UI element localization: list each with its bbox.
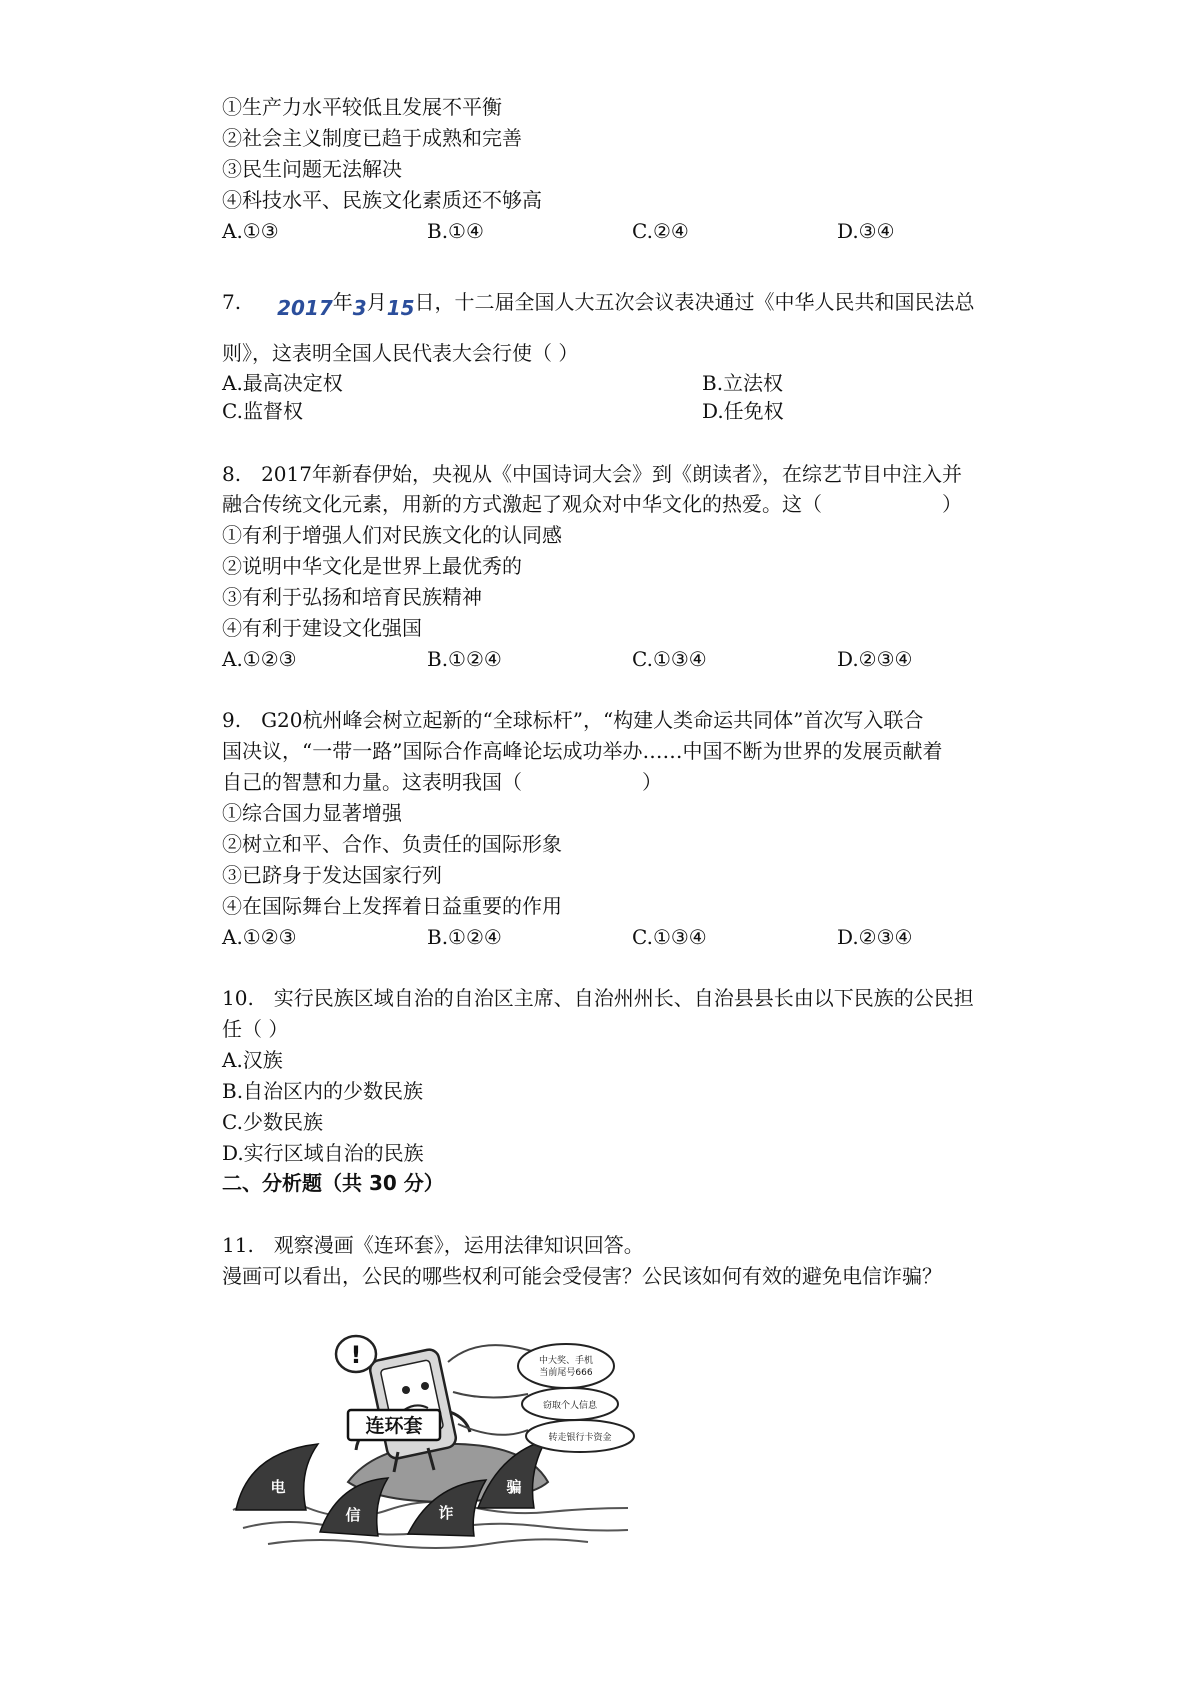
- q9-line-2: 国决议，“一带一路”国际合作高峰论坛成功举办……中国不断为世界的发展贡献着: [222, 739, 943, 763]
- q9-line-1: 9. G20杭州峰会树立起新的“全球标杆”，“构建人类命运共同体”首次写入联合: [222, 708, 924, 732]
- q9-item-1: ①综合国力显著增强: [222, 801, 402, 825]
- q7-line-2: 则》，这表明全国人民代表大会行使（ ）: [222, 341, 579, 365]
- q7-option-a: A.最高决定权: [222, 371, 343, 395]
- q7-option-c: C.监督权: [222, 399, 303, 423]
- q11-line-2: 漫画可以看出，公民的哪些权利可能会受侵害？公民该如何有效的避免电信诈骗？: [222, 1264, 942, 1288]
- q9-item-3: ③已跻身于发达国家行列: [222, 863, 442, 887]
- q7-date-year-unit: 年: [332, 290, 353, 314]
- q10-option-c: C.少数民族: [222, 1110, 323, 1134]
- q7-date-month: 3: [352, 296, 367, 320]
- q8-option-b: B.①②④: [427, 647, 502, 671]
- q6-option-c: C.②④: [632, 219, 689, 243]
- q8-item-4: ④有利于建设文化强国: [222, 616, 422, 640]
- q7-date-year: 2017: [277, 296, 333, 320]
- bubble-1-line-2: 当前尾号666: [539, 1368, 593, 1378]
- q9-line-3: 自己的智慧和力量。这表明我国（ ）: [222, 770, 662, 794]
- q10-line-2: 任（ ）: [222, 1017, 289, 1041]
- q8-option-d: D.②③④: [837, 647, 913, 671]
- bubble-2: 窃取个人信息: [542, 1401, 598, 1411]
- fin-char-2: 信: [345, 1506, 361, 1524]
- title-banner: [348, 1410, 440, 1440]
- fin-char-4: 骗: [506, 1478, 522, 1496]
- cartoon-lianhuantao: [228, 1332, 668, 1552]
- q9-option-b: B.①②④: [427, 925, 502, 949]
- q6-option-d: D.③④: [837, 219, 895, 243]
- q6-option-b: B.①④: [427, 219, 484, 243]
- cartoon-title: 连环套: [365, 1415, 423, 1437]
- q11-line-1: 11. 观察漫画《连环套》，运用法律知识回答。: [222, 1233, 644, 1257]
- q8-line-1: 8. 2017年新春伊始，央视从《中国诗词大会》到《朗读者》，在综艺节目中注入并: [222, 462, 962, 486]
- q9-item-2: ②树立和平、合作、负责任的国际形象: [222, 832, 562, 856]
- q7-line-1-rest: 日，十二届全国人大五次会议表决通过《中华人民共和国民法总: [414, 290, 975, 314]
- q9-option-d: D.②③④: [837, 925, 913, 949]
- q6-item-2: ②社会主义制度已趋于成熟和完善: [222, 126, 522, 150]
- exclamation-bubble: [336, 1336, 376, 1372]
- q7-option-b: B.立法权: [702, 371, 784, 395]
- q9-option-a: A.①②③: [222, 925, 297, 949]
- q7-line-1: [222, 290, 975, 320]
- q7-number: 7.: [222, 290, 242, 314]
- q7-option-d: D.任免权: [702, 399, 784, 423]
- q8-option-c: C.①③④: [632, 647, 707, 671]
- q9-item-4: ④在国际舞台上发挥着日益重要的作用: [222, 894, 562, 918]
- q10-option-a: A.汉族: [222, 1048, 283, 1072]
- q8-item-3: ③有利于弘扬和培育民族精神: [222, 585, 482, 609]
- section-2-title: 二、分析题（共 30 分）: [222, 1171, 444, 1195]
- q7-date-month-unit: 月: [366, 290, 387, 314]
- exclamation-text: !: [350, 1341, 362, 1369]
- q6-item-1: ①生产力水平较低且发展不平衡: [222, 95, 502, 119]
- q8-item-2: ②说明中华文化是世界上最优秀的: [222, 554, 522, 578]
- bubble-1-line-1: 中大奖、手机: [538, 1356, 594, 1366]
- q6-item-4: ④科技水平、民族文化素质还不够高: [222, 188, 542, 212]
- q8-option-a: A.①②③: [222, 647, 297, 671]
- scam-bubbles: [518, 1344, 634, 1452]
- q6-option-a: A.①③: [222, 219, 279, 243]
- fin-char-3: 诈: [438, 1504, 454, 1522]
- q10-option-b: B.自治区内的少数民族: [222, 1079, 424, 1103]
- q10-line-1: 10. 实行民族区域自治的自治区主席、自治州州长、自治县县长由以下民族的公民担: [222, 986, 974, 1010]
- bubble-3: 转走银行卡资金: [548, 1433, 612, 1443]
- fin-char-1: 电: [270, 1478, 286, 1496]
- q8-item-1: ①有利于增强人们对民族文化的认同感: [222, 523, 562, 547]
- q8-line-2: 融合传统文化元素，用新的方式激起了观众对中华文化的热爱。这（ ）: [222, 492, 962, 516]
- q7-date-day: 15: [386, 296, 415, 320]
- q9-option-c: C.①③④: [632, 925, 707, 949]
- q6-item-3: ③民生问题无法解决: [222, 157, 402, 181]
- q10-option-d: D.实行区域自治的民族: [222, 1141, 424, 1165]
